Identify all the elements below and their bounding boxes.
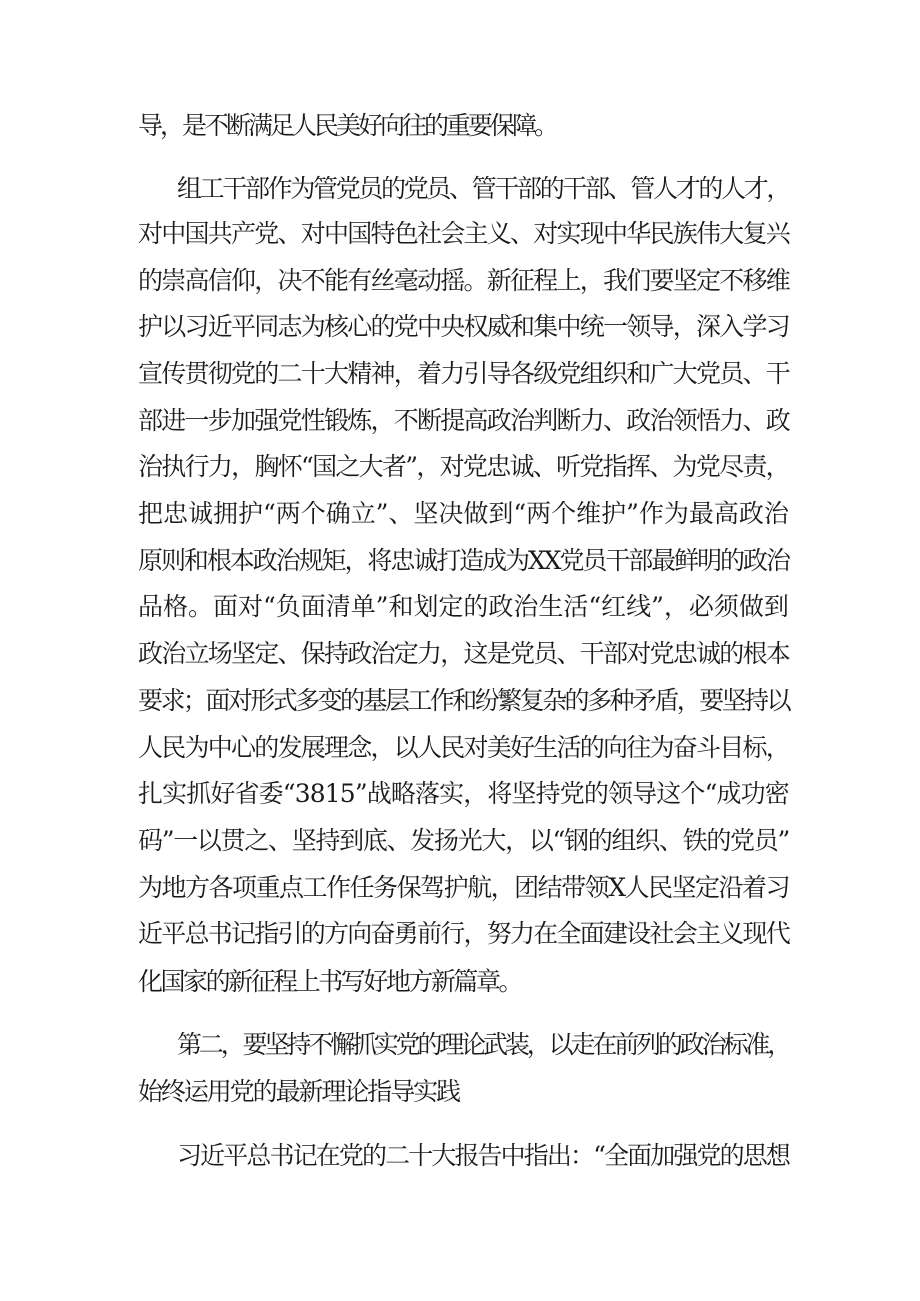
text-line: 把忠诚拥护“两个确立”、坚决做到“两个维护”作为最高政治 [138, 499, 789, 528]
text-line: 政治立场坚定、保持政治定力，这是党员、干部对党忠诚的根本 [138, 639, 790, 668]
text-line: 的崇高信仰，决不能有丝毫动摇。新征程上，我们要坚定不移维 [138, 266, 790, 295]
text-line: 为地方各项重点工作任务保驾护航，团结带领X人民坚定沿着习 [138, 873, 790, 902]
text-line: 习近平总书记在党的二十大报告中指出：“全面加强党的思想 [177, 1141, 790, 1170]
text-line: 人民为中心的发展理念，以人民对美好生活的向往为奋斗目标， [138, 733, 790, 762]
text-line: 治执行力，胸怀“国之大者”，对党忠诚、听党指挥、为党尽责， [138, 452, 789, 481]
text-line: 组工干部作为管党员的党员、管干部的干部、管人才的人才， [177, 174, 790, 203]
text-line: 原则和根本政治规矩，将忠诚打造成为XX党员干部最鲜明的政治 [138, 546, 789, 575]
text-line: 护以习近平同志为核心的党中央权威和集中统一领导，深入学习 [138, 312, 790, 341]
text-line: 对中国共产党、对中国特色社会主义、对实现中华民族伟大复兴 [138, 219, 790, 248]
text-line: 始终运用党的最新理论指导实践 [138, 1077, 460, 1106]
text-line: 第二，要坚持不懈抓实党的理论武装，以走在前列的政治标准， [177, 1030, 790, 1059]
text-line: 近平总书记指引的方向奋勇前行，努力在全面建设社会主义现代 [138, 919, 790, 948]
text-line: 扎实抓好省委“3815”战略落实，将坚持党的领导这个“成功密 [138, 779, 789, 808]
text-line: 码”一以贯之、坚持到底、发扬光大，以“钢的组织、铁的党员” [138, 826, 789, 855]
text-line: 品格。面对“负面清单”和划定的政治生活“红线”，必须做到 [138, 592, 789, 621]
text-line: 部进一步加强党性锻炼，不断提高政治判断力、政治领悟力、政 [138, 406, 790, 435]
text-line: 导，是不断满足人民美好向往的重要保障。 [138, 111, 557, 140]
text-line: 宣传贯彻党的二十大精神，着力引导各级党组织和广大党员、干 [138, 359, 790, 388]
text-line: 要求；面对形式多变的基层工作和纷繁复杂的多种矛盾，要坚持以 [138, 686, 790, 715]
text-line: 化国家的新征程上书写好地方新篇章。 [138, 967, 522, 996]
